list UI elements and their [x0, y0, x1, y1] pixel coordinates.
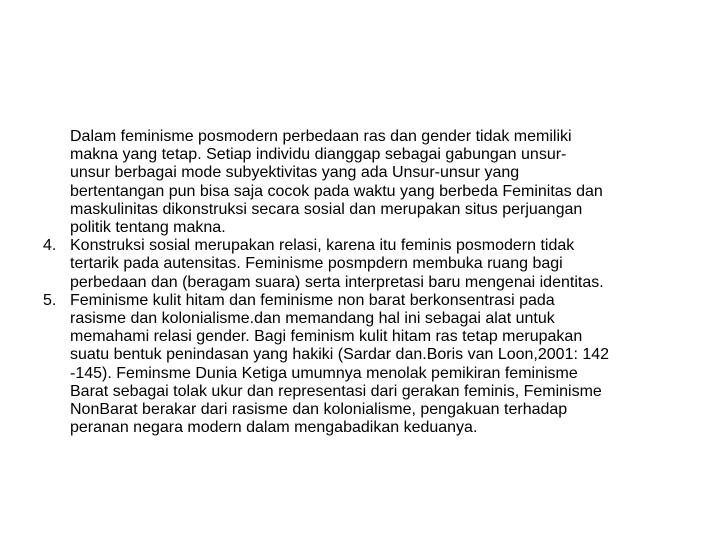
slide-body [0, 128, 720, 437]
list-item-line: Barat sebagai tolak ukur dan representasi dari gerakan feminis, Feminisme [70, 382, 602, 400]
list-item-5 [0, 292, 720, 438]
list-item-4 [0, 237, 720, 292]
intro-line: unsur berbagai mode subyektivitas yang ada Unsur-unsur yang [70, 164, 520, 182]
list-item-line: suatu bentuk penindasan yang hakiki (Sardar dan.Boris van Loon,2001: 142 [70, 346, 610, 364]
intro-line: bertentangan pun bisa saja cocok pada waktu yang berbeda Feminitas dan [70, 182, 603, 200]
list-item-line: tertarik pada autensitas. Feminisme posmpdern membuka ruang bagi [70, 255, 563, 273]
list-item-line: Feminisme kulit hitam dan feminisme non barat berkonsentrasi pada [70, 291, 555, 309]
intro-paragraph [0, 128, 720, 237]
intro-line: politik tentang makna. [70, 219, 226, 237]
intro-line: makna yang tetap. Setiap individu dianggap sebagai gabungan unsur- [70, 146, 567, 164]
list-item-line: memahami relasi gender. Bagi feminism kulit hitam ras tetap merupakan [70, 328, 583, 346]
list-item-line: NonBarat berakar dari rasisme dan kolonialisme, pengakuan terhadap [70, 401, 568, 419]
list-item-line: perbedaan dan (beragam suara) serta interpretasi baru mengenai identitas. [70, 273, 604, 291]
list-item-number: 4. [43, 237, 57, 255]
list-item-line: Konstruksi sosial merupakan relasi, karena itu feminis posmodern tidak [70, 237, 575, 255]
list-item-line: peranan negara modern dalam mengabadikan keduanya. [70, 419, 478, 437]
list-item-line: rasisme dan kolonialisme.dan memandang hal ini sebagai alat untuk [70, 310, 555, 328]
list-item-line: -145). Feminsme Dunia Ketiga umumnya menolak pemikiran feminisme [70, 364, 578, 382]
list-item-number: 5. [43, 291, 57, 309]
intro-line: maskulinitas dikonstruksi secara sosial dan merupakan situs perjuangan [70, 200, 583, 218]
intro-line: Dalam feminisme posmodern perbedaan ras dan gender tidak memiliki [70, 128, 572, 145]
